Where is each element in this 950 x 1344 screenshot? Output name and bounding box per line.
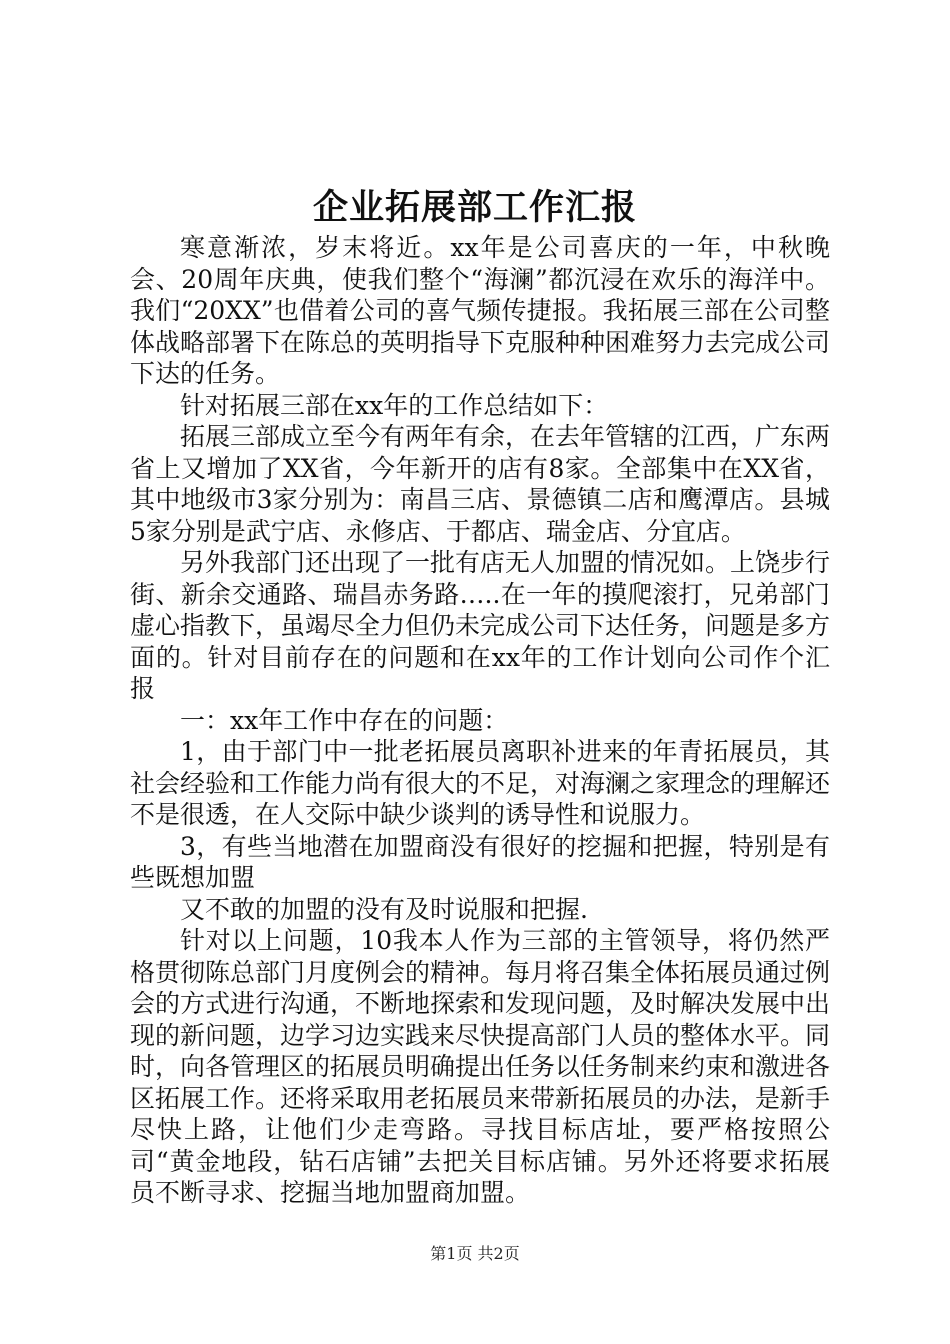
paragraph-problem-3-cont: 又不敢的加盟的没有及时说服和把握. [180, 894, 588, 924]
paragraph-intro: 寒意渐浓，岁末将近。xx年是公司喜庆的一年，中秋晚会、20周年庆典，使我们整个“海澜”都沉浸在欢乐的海洋中。我们“20XX”也借着公司的喜气频传捷报。我拓展三部在公司整体战略部署下在陈总的英明指导下克服种种困难努力去完成公司下达的任务。 [130, 233, 831, 388]
paragraph-problem-3: 3，有些当地潜在加盟商没有很好的挖掘和把握，特别是有些既想加盟 [130, 831, 830, 892]
paragraph-problems-heading: 一：xx年工作中存在的问题： [180, 705, 509, 735]
paragraph-solutions: 针对以上问题，10我本人作为三部的主管领导，将仍然严格贯彻陈总部门月度例会的精神。每月将召集全体拓展员通过例会的方式进行沟通，不断地探索和发现问题，及时解决发展中出现的新问题，边学习边实践来尽快提高部门人员的整体水平。同时，向各管理区的拓展员明确提出任务以任务制来约束和激进各区拓展工作。还将采取用老拓展员来带新拓展员的办法，是新手尽快上路，让他们少走弯路。寻找目标店址，要严格按照公司“黄金地段，钻石店铺”去把关目标店铺。另外还将要求拓展员不断寻求、挖掘当地加盟商加盟。 [130, 926, 831, 1207]
paragraph-unfilled-stores: 另外我部门还出现了一批有店无人加盟的情况如。上饶步行街、新余交通路、瑞昌赤务路…..在一年的摸爬滚打，兄弟部门虚心指教下，虽竭尽全力但仍未完成公司下达任务，问题是多方面的。针对目前存在的问题和在xx年的工作计划向公司作个汇报 [130, 548, 831, 703]
paragraph-summary-lead: 针对拓展三部在xx年的工作总结如下： [180, 390, 609, 420]
paragraph-problem-1: 1，由于部门中一批老拓展员离职补进来的年青拓展员，其社会经验和工作能力尚有很大的不足，对海澜之家理念的理解还不是很透，在人交际中缺少谈判的诱导性和说服力。 [130, 737, 831, 829]
page-number: 第1页 共2页 [430, 1244, 520, 1263]
paragraph-stores: 拓展三部成立至今有两年有余，在去年管辖的江西，广东两省上又增加了XX省，今年新开的店有8家。全部集中在XX省，其中地级市3家分别为：南昌三店、景德镇二店和鹰潭店。县城5家分别是武宁店、永修店、于都店、瑞金店、分宜店。 [130, 422, 831, 546]
document-body [130, 232, 830, 1209]
document-title: 企业拓展部工作汇报 [312, 187, 637, 228]
